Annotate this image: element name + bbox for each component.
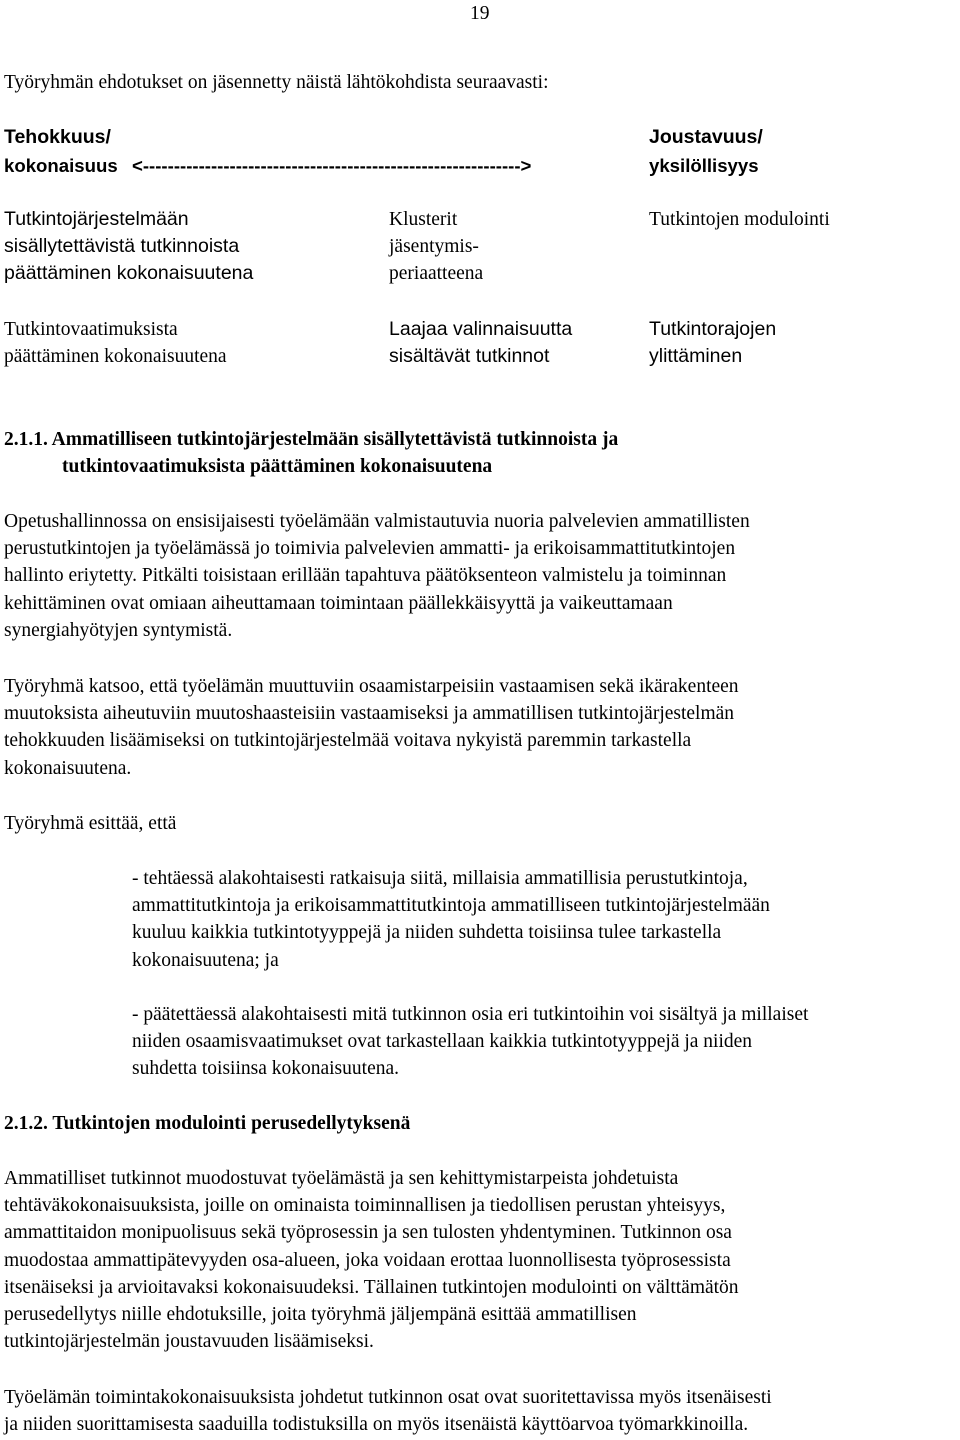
grid-text: päättäminen kokonaisuutena <box>4 262 254 285</box>
paragraph <box>4 1384 772 1438</box>
list-item <box>132 865 770 974</box>
grid-text: sisältävät tutkinnot <box>389 345 550 368</box>
text-line: Työelämän toimintakokonaisuuksista johdetut tutkinnon osat ovat suoritettavissa myös itsenäisesti <box>4 1387 772 1408</box>
text-line: muodostaa ammattipätevyyden osa-alueen, joka voidaan erottaa luonnollisesta työprosessista <box>4 1249 731 1271</box>
text-line: perusedellytys niille ehdotuksille, joita työryhmä jäljempänä esittää ammatillisen <box>4 1304 637 1326</box>
axis-right-bottom: yksilöllisyys <box>649 155 759 176</box>
grid-text: Tutkintojärjestelmään <box>4 208 189 230</box>
axis-left-top: Tehokkuus/ <box>4 126 111 148</box>
text-line: tehokkuuden lisäämiseksi on tutkintojärjestelmää voitava nykyistä paremmin tarkastella <box>4 730 692 752</box>
text-line: kuuluu kaikkia tutkintotyyppejä ja niiden suhdetta toisiinsa tulee tarkastella <box>132 922 722 944</box>
text-line: ja niiden suorittamisesta saaduilla todistuksilla on myös itsenäistä käyttöarvoa työmarkkinoilla. <box>4 1414 749 1436</box>
grid-text: periaatteena <box>389 263 484 285</box>
text-line: ammattitaidon monipuolisuus sekä työprosessin ja sen tulosten yhdentyminen. Tutkinnon osa <box>4 1222 732 1244</box>
section-heading: 2.1.2. Tutkintojen modulointi perusedellytyksenä <box>4 1113 411 1134</box>
grid-text: Klusterit <box>389 209 458 230</box>
text-line: tehtäväkokonaisuuksista, joille on ominaista toiminnallisen ja tiedollisen perustan yhteisyys, <box>4 1195 726 1217</box>
axis-left-bottom: kokonaisuus <box>4 155 118 176</box>
text-line: itsenäiseksi ja arvioitavaksi kokonaisuudeksi. Tällainen tutkintojen modulointi on välttämätön <box>4 1276 739 1298</box>
heading-line: tutkintovaatimuksista päättäminen kokonaisuutena <box>62 456 493 478</box>
text-line: Ammatilliset tutkinnot muodostuvat työelämästä ja sen kehittymistarpeista johdetuista <box>4 1168 679 1189</box>
paragraph <box>4 1165 739 1355</box>
text-line: synergiahyötyjen syntymistä. <box>4 619 233 641</box>
grid-text: Tutkintojen modulointi <box>649 209 830 230</box>
section-heading <box>4 426 618 480</box>
text-line: kehittäminen ovat omiaan aiheuttamaan toimintaan päällekkäisyyttä ja vaikeuttamaan <box>4 592 673 614</box>
text-line: - tehtäessä alakohtaisesti ratkaisuja siitä, millaisia ammatillisia perustutkintoja, <box>132 868 748 889</box>
text-line: muutoksista aiheutuviin muutoshaasteisiin vastaamiseksi ja ammatillisen tutkintojärjestelmän <box>4 703 735 725</box>
list-item <box>132 1001 808 1083</box>
grid-text: ylittäminen <box>649 345 743 368</box>
grid-row1-left <box>4 206 253 288</box>
text-line: tutkintojärjestelmän joustavuuden lisäämiseksi. <box>4 1331 374 1353</box>
axis-right-top: Joustavuus/ <box>649 126 763 148</box>
axis-arrow: <-------------------------------------------------------------> <box>132 155 532 176</box>
page-number: 19 <box>470 3 490 24</box>
text-line: kokonaisuutena; ja <box>132 949 279 971</box>
grid-text: sisällytettävistä tutkinnoista <box>4 235 240 258</box>
text-line: Opetushallinnossa on ensisijaisesti työelämään valmistautuvia nuoria palvelevien ammatillisten <box>4 511 750 532</box>
grid-text: Tutkintorajojen <box>649 318 777 340</box>
grid-text: jäsentymis- <box>389 236 479 258</box>
grid-row2-right <box>649 316 776 370</box>
intro-text: Työryhmän ehdotukset on jäsennetty näistä lähtökohdista seuraavasti: <box>4 72 549 93</box>
grid-row2-middle <box>389 316 572 370</box>
heading-line: 2.1.1. Ammatilliseen tutkintojärjestelmään sisällytettävistä tutkinnoista ja <box>4 429 619 450</box>
paragraph <box>4 673 739 782</box>
text-line: ammattitutkintoja ja erikoisammattitutkintoja ammatilliseen tutkintojärjestelmään <box>132 895 770 917</box>
text-line: perustutkintojen ja työelämässä jo toimivia palvelevien ammatti- ja erikoisammattitutkintojen <box>4 538 736 560</box>
grid-text: Laajaa valinnaisuutta <box>389 318 573 340</box>
grid-row2-left <box>4 316 227 370</box>
text-line: Työryhmä katsoo, että työelämän muuttuviin osaamistarpeisiin vastaamisen sekä ikärakenteen <box>4 676 739 697</box>
text-line: suhdetta toisiinsa kokonaisuutena. <box>132 1058 400 1080</box>
text-line: kokonaisuutena. <box>4 757 132 779</box>
text-line: hallinto eriytetty. Pitkälti toisistaan erillään tapahtuva päätöksenteon valmistelu ja toiminnan <box>4 565 727 587</box>
grid-row1-middle <box>389 206 483 288</box>
grid-row1-right <box>649 206 830 233</box>
grid-text: Tutkintovaatimuksista <box>4 319 178 340</box>
grid-text: päättäminen kokonaisuutena <box>4 346 227 368</box>
paragraph <box>4 508 750 644</box>
text-line: - päätettäessä alakohtaisesti mitä tutkinnon osia eri tutkintoihin voi sisältyä ja millaiset <box>132 1004 809 1025</box>
paragraph: Työryhmä esittää, että <box>4 813 177 834</box>
text-line: niiden osaamisvaatimukset ovat tarkastellaan kaikkia tutkintotyyppejä ja niiden <box>132 1031 753 1053</box>
